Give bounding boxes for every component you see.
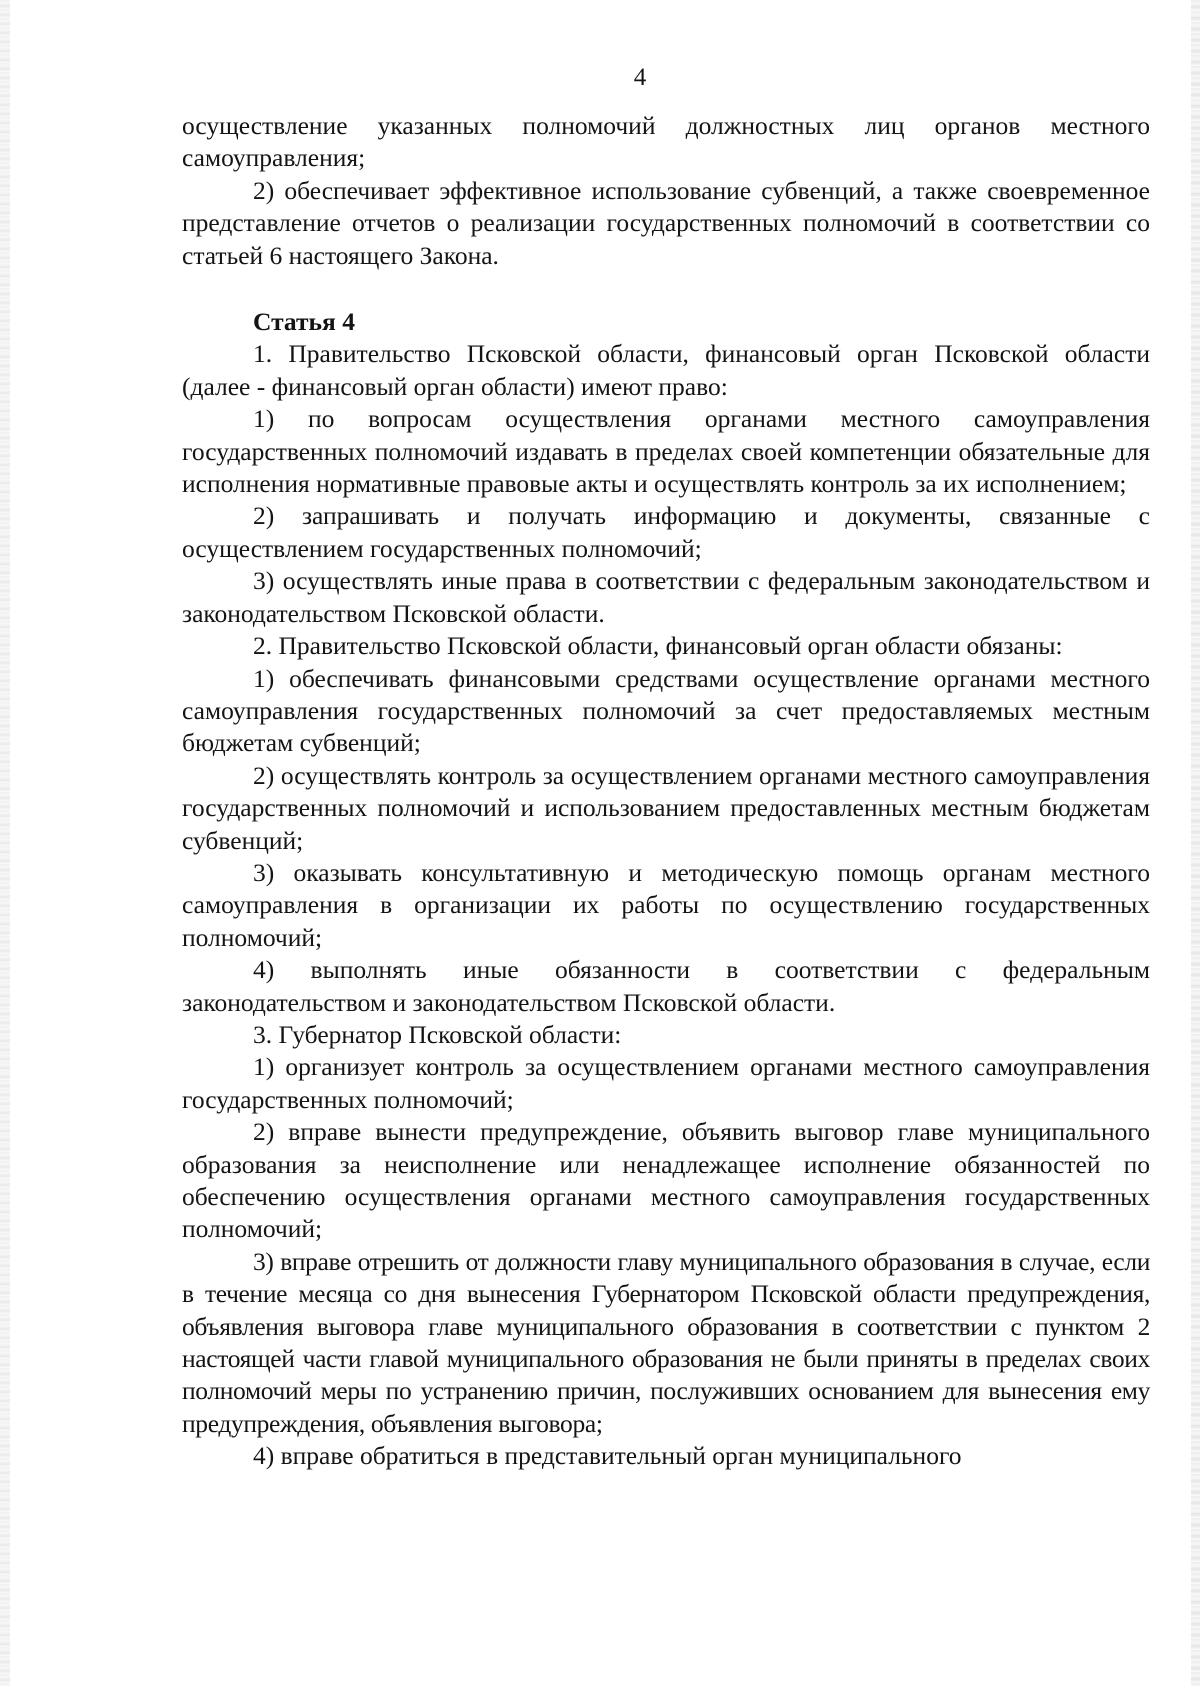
paragraph-item: 1) обеспечивать финансовыми средствами осуществление органами местного самоуправления государственных полномочий за счет предоставляемых местным бюджетам субвенций; [182, 663, 1150, 758]
paragraph-clause: 3. Губернатор Псковской области: [253, 1019, 622, 1049]
paragraph-item: 1) по вопросам осуществления органами местного самоуправления государственных полномочий издавать в пределах своей компетенции обязательные для исполнения нормативные правовые акты и осуществлять контроль за их исполнением; [182, 404, 1150, 499]
paragraph-item: 3) осуществлять иные права в соответствии с федеральным законодательством и законодательством Псковской области. [182, 566, 1150, 628]
paragraph-item: 3) вправе отрешить от должности главу муниципального образования в случае, если в течение месяца со дня вынесения Губернатором Псковской области предупреждения, объявления выговора главе муниципального образования в соответствии с пунктом 2 настоящей части главой муниципального образования не были приняты в пределах своих полномочий меры по устранению причин, послуживших основанием для вынесения ему предупреждения, объявления выговора; [182, 1246, 1150, 1438]
scan-edge-left [0, 0, 10, 1686]
paragraph-item: 2) вправе вынести предупреждение, объявить выговор главе муниципального образования за неисполнение или ненадлежащее исполнение обязанностей по обеспечению осуществления органами местного самоуправления государственных полномочий; [182, 1117, 1150, 1244]
paragraph-item: 2) осуществлять контроль за осуществлением органами местного самоуправления государственных полномочий и использованием предоставленных местным бюджетам субвенций; [182, 760, 1150, 855]
paragraph-item: 2) запрашивать и получать информацию и документы, связанные с осуществлением государственных полномочий; [182, 501, 1150, 563]
paragraph-clause: 2. Правительство Псковской области, финансовый орган области обязаны: [253, 631, 1063, 661]
page-number: 4 [633, 64, 647, 91]
paragraph-clause: 1. Правительство Псковской области, финансовый орган Псковской области (далее - финансовый орган области) имеют право: [182, 339, 1150, 401]
article-heading: Статья 4 [253, 307, 355, 337]
paragraph-item: 1) организует контроль за осуществлением органами местного самоуправления государственных полномочий; [182, 1052, 1150, 1114]
scan-edge-right [1191, 0, 1200, 1686]
document-body [182, 110, 1150, 1473]
paragraph-continuation: осуществление указанных полномочий должностных лиц органов местного самоуправления; [182, 111, 1150, 173]
paragraph-item: 4) выполнять иные обязанности в соответствии с федеральным законодательством и законодательством Псковской области. [182, 955, 1150, 1017]
paragraph-item: 4) вправе обратиться в представительный орган муниципального [253, 1441, 962, 1471]
paragraph-item: 3) оказывать консультативную и методическую помощь органам местного самоуправления в организации их работы по осуществлению государственных полномочий; [182, 857, 1150, 952]
paragraph-item: 2) обеспечивает эффективное использование субвенций, а также своевременное представление отчетов о реализации государственных полномочий в соответствии со статьей 6 настоящего Закона. [182, 175, 1150, 270]
